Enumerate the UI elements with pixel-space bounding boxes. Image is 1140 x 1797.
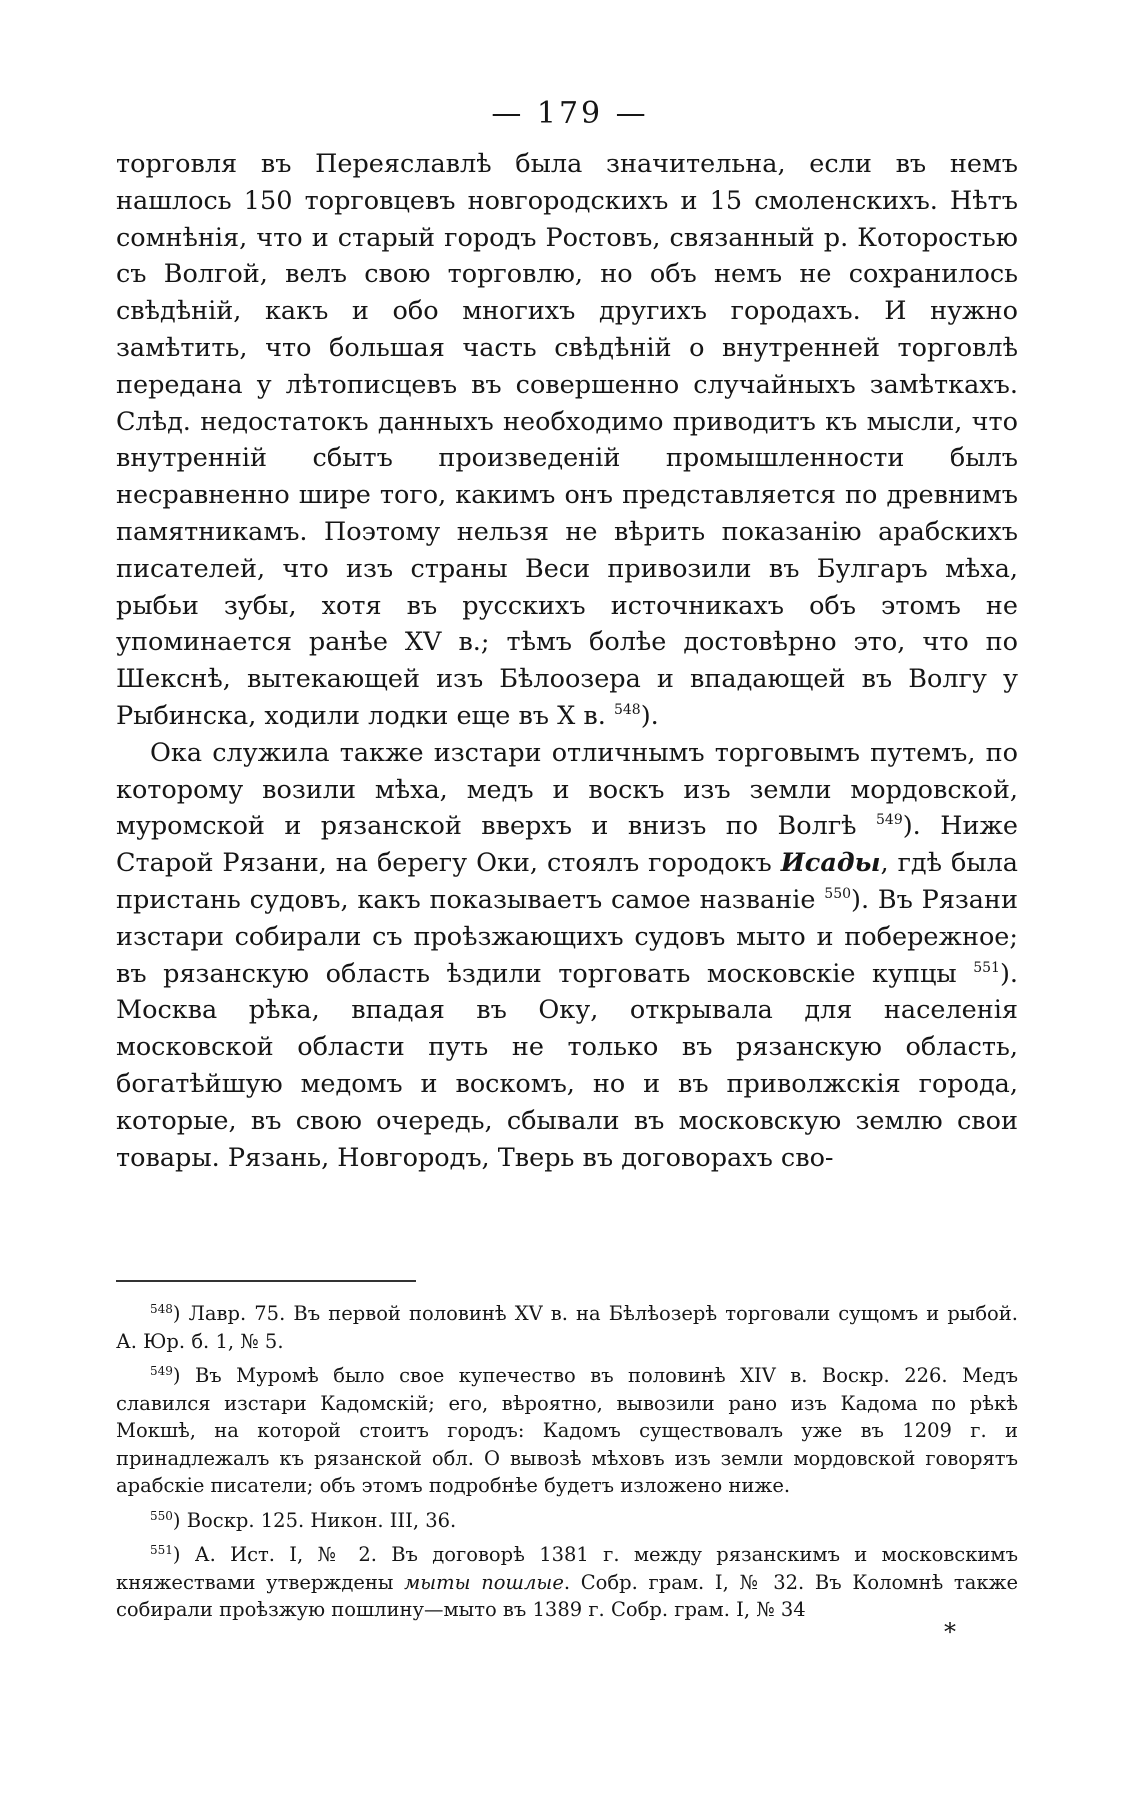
footnote-ref-550[interactable]: 550 xyxy=(824,885,852,902)
paragraph-2-text-e: ). Москва рѣка, впадая въ Оку, открывала для населенія московской области путь не только въ рязанскую область, богатѣйшую медомъ и воскомъ, но и въ приволжскія города, которые, въ свою очередь, сбывали въ московскую землю свои товары. Рязань, Новгородъ, Тверь въ договорахъ сво- xyxy=(116,958,1019,1173)
main-text xyxy=(116,146,1018,1176)
footnote-text: ) Воскр. 125. Никон. III, 36. xyxy=(172,1508,457,1532)
footnote-mark: 551 xyxy=(150,1543,173,1557)
paragraph-1 xyxy=(116,146,1018,735)
paragraph-2-text-b: ). Ниже Старой Рязани, на берегу Оки, стоялъ городокъ xyxy=(116,811,1018,879)
footnotes xyxy=(116,1300,1018,1631)
paragraph-2-text-d: ). Въ Рязани изстари собирали съ проѣзжающихъ судовъ мыто и побережное; въ рязанскую область ѣздили торговать московскіе купцы xyxy=(116,884,1019,989)
footnote-mark: 549 xyxy=(150,1364,173,1378)
footnote-ref-548[interactable]: 548 xyxy=(613,701,641,718)
footnote-text: ) Лавр. 75. Въ первой половинѣ XV в. на Бѣлѣозерѣ торговали сущомъ и рыбой. А. Юр. б. 1, № 5. xyxy=(116,1302,1018,1353)
footnote-549 xyxy=(116,1362,1018,1500)
paragraph-2-text-c: , гдѣ была пристань судовъ, какъ показываетъ самое названіе xyxy=(116,848,1018,915)
paragraph-1-end: ). xyxy=(640,700,659,731)
footnote-551 xyxy=(116,1541,1018,1624)
footnote-divider xyxy=(116,1280,416,1282)
footnote-548 xyxy=(116,1300,1018,1355)
footnote-mark: 550 xyxy=(150,1508,173,1523)
footnote-text: ) Въ Муромѣ было свое купечество въ половинѣ XIV в. Воскр. 226. Медъ славился изстари Кадомскій; его, вѣроятно, вывозили рано изъ Кадома по рѣкѣ Мокшѣ, на которой стоитъ городъ: Кадомъ существовалъ уже въ 1209 г. и принадлежалъ къ рязанской обл. О вывозѣ мѣховъ изъ земли мордовской говорятъ арабскіе писатели; объ этомъ подробнѣе будетъ изложено ниже. xyxy=(116,1364,1018,1497)
footnote-ref-551[interactable]: 551 xyxy=(973,959,1000,976)
paragraph-2 xyxy=(116,735,1018,1177)
footnote-text-a: ) А. Ист. I, № 2. Въ договорѣ 1381 г. между рязанскимъ и московскимъ княжествами утверждены xyxy=(116,1543,1018,1594)
emphasis-isady: Исады xyxy=(780,848,881,879)
page-number: — 179 — xyxy=(491,96,649,131)
paragraph-2-text-a: Ока служила также изстари отличнымъ торговымъ путемъ, по которому возили мѣха, медъ и воскъ изъ земли мордовской, муромской и рязанской вверхъ и внизъ по Волгѣ xyxy=(116,737,1018,842)
footnote-emphasis: мыты пошлые xyxy=(404,1570,564,1594)
footnote-550 xyxy=(116,1507,1018,1535)
footnote-mark: 548 xyxy=(150,1302,173,1316)
footnote-ref-549[interactable]: 549 xyxy=(876,812,903,829)
signature-mark: * xyxy=(944,1618,956,1646)
footnote-text-b: . Собр. грам. I, № 32. Въ Коломнѣ также собирали проѣзжую пошлину—мыто въ 1389 г. Собр. грам. I, № 34 xyxy=(116,1570,1019,1621)
paragraph-1-text: торговля въ Переяславлѣ была значительна, если въ немъ нашлось 150 торговцевъ новгородскихъ и 15 смоленскихъ. Нѣтъ сомнѣнія, что и старый городъ Ростовъ, связанный р. Которостью съ Волгой, велъ свою торговлю, но объ немъ не сохранилось свѣдѣній, какъ и обо многихъ другихъ городахъ. И нужно замѣтить, что большая часть свѣдѣній о внутренней торговлѣ передана у лѣтописцевъ въ совершенно случайныхъ замѣткахъ. Слѣд. недостатокъ данныхъ необходимо приводитъ къ мысли, что внутренній сбытъ произведеній промышленности былъ несравненно шире того, какимъ онъ представляется по древнимъ памятникамъ. Поэтому нельзя не вѣрить показанію арабскихъ писателей, что изъ страны Веси привозили въ Булгаръ мѣха, рыбьи зубы, хотя въ русскихъ источникахъ объ этомъ не упоминается ранѣе XV в.; тѣмъ болѣе достовѣрно это, что по Шекснѣ, вытекающей изъ Бѣлоозера и впадающей въ Волгу у Рыбинска, ходили лодки еще въ X в. xyxy=(116,149,1018,731)
